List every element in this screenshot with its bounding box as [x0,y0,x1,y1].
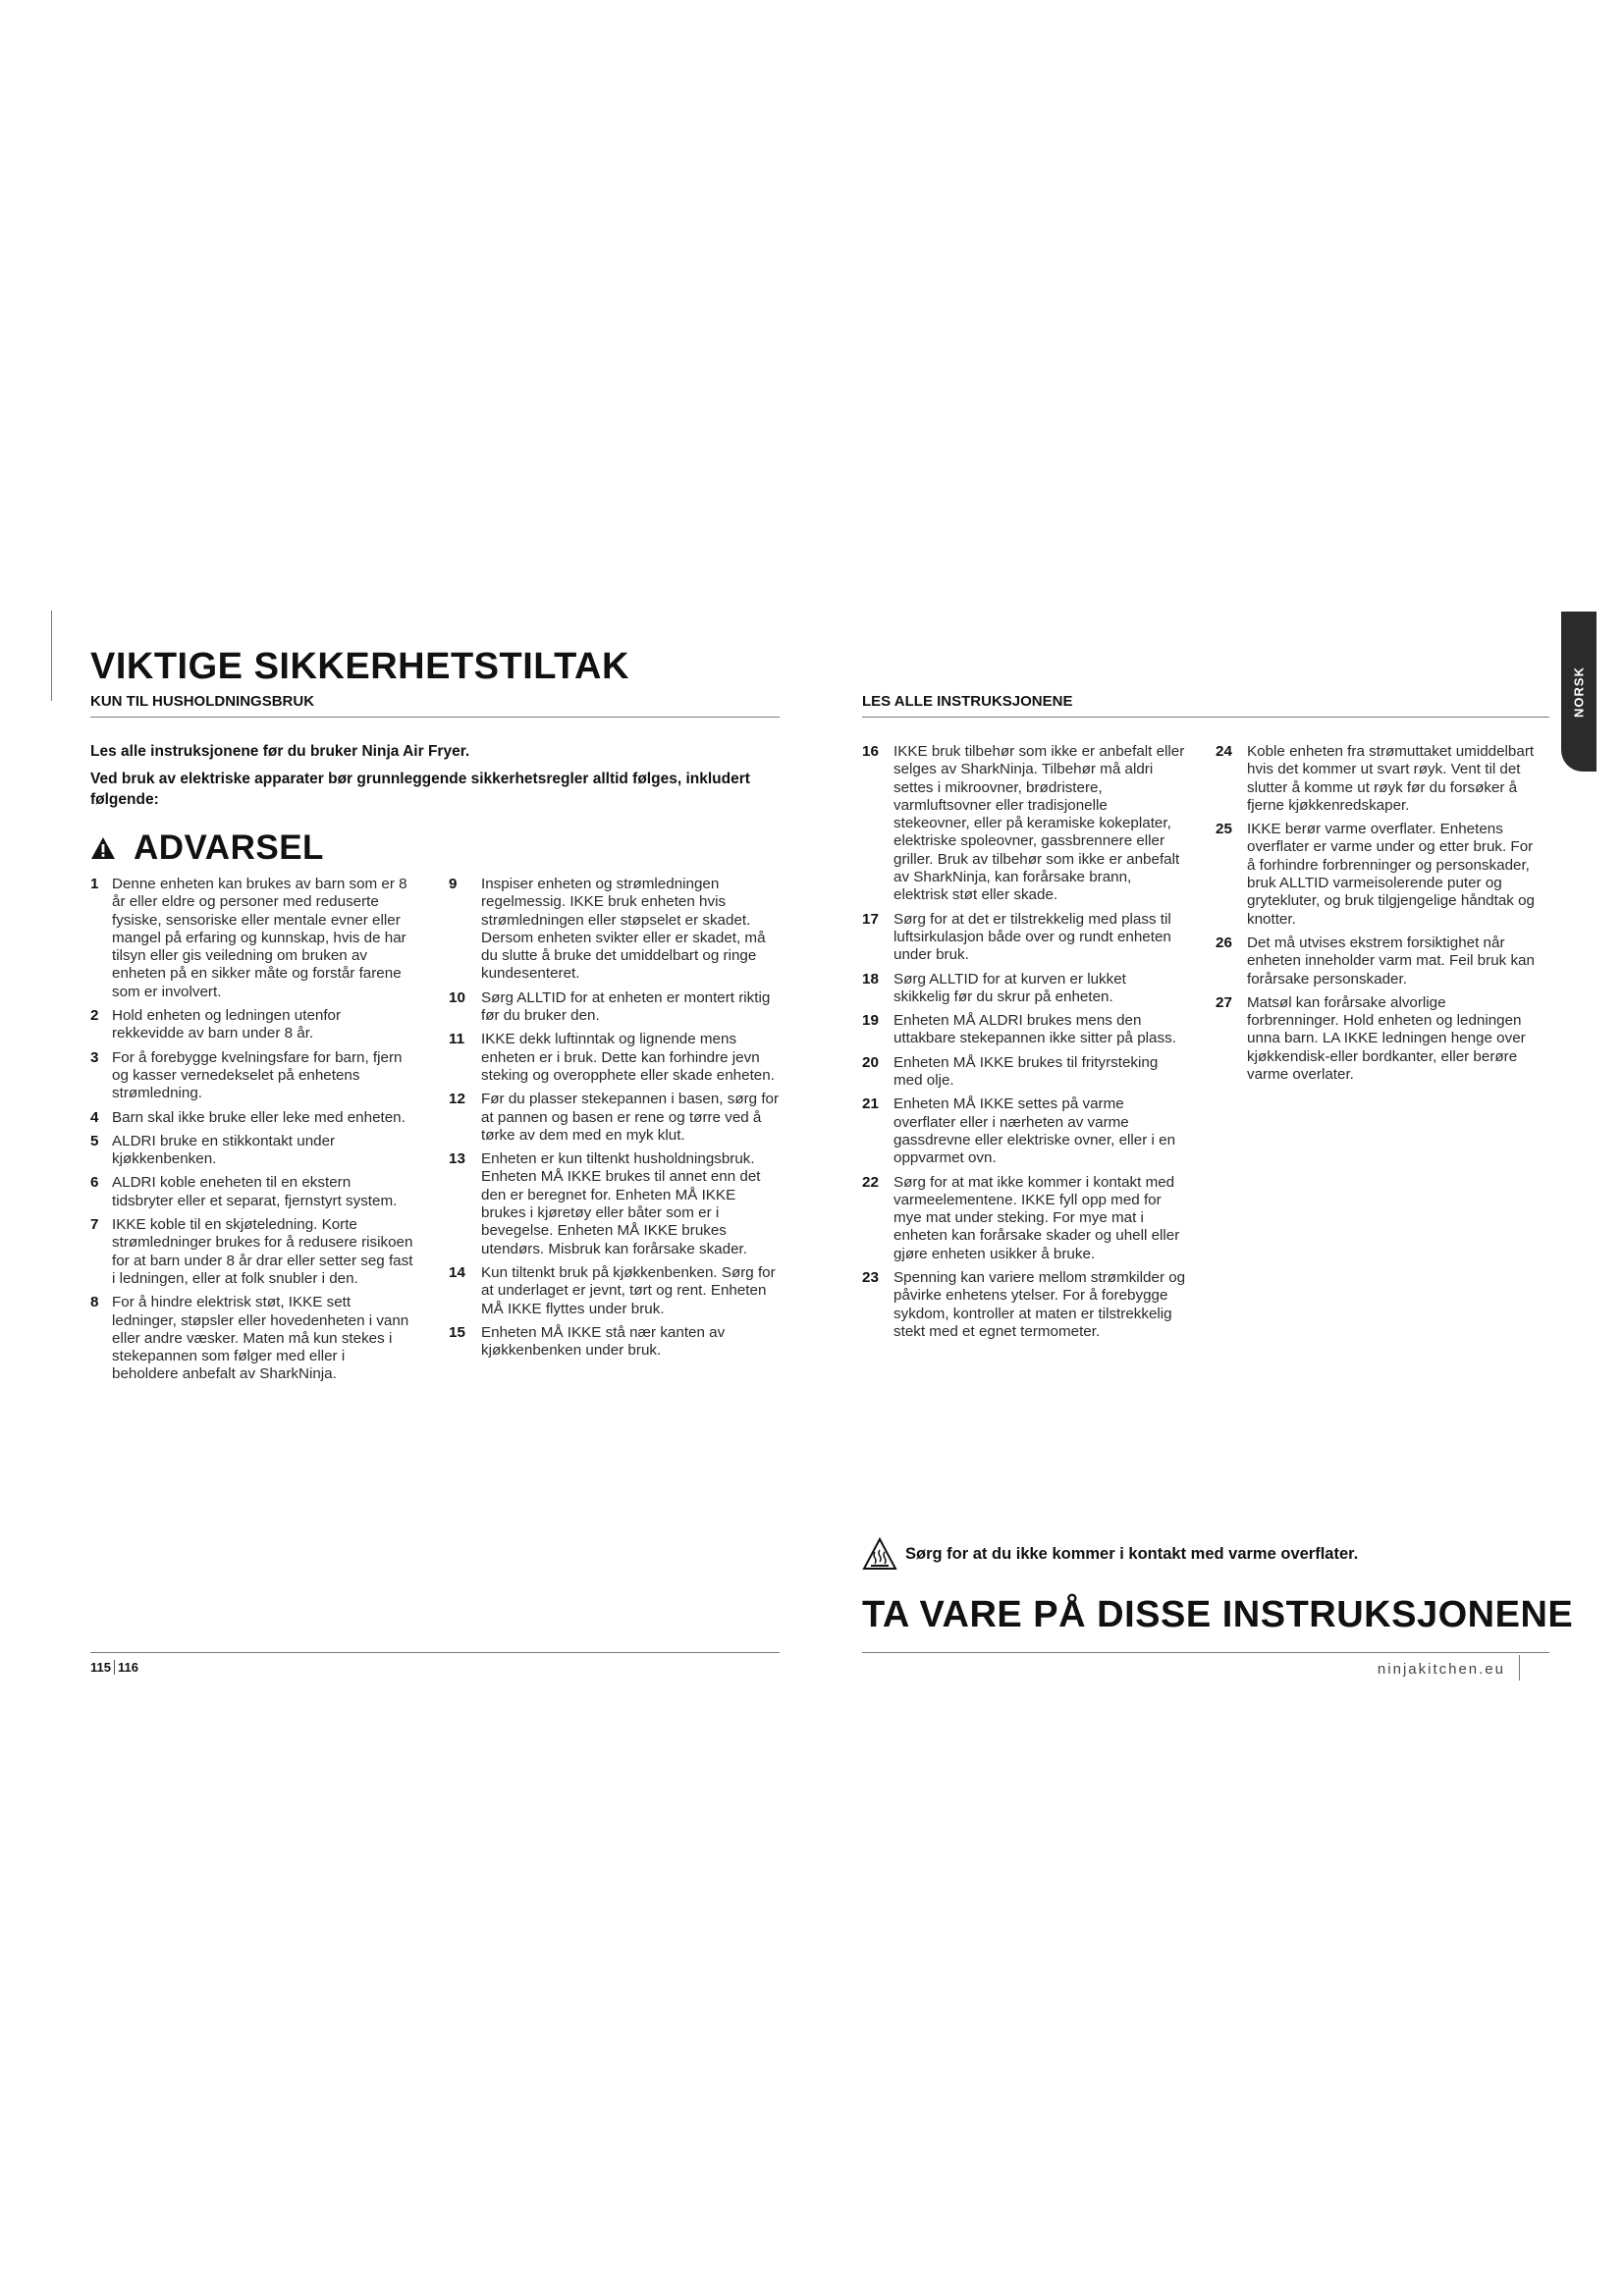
warning-heading [90,830,324,865]
item-text: Barn skal ikke bruke eller leke med enheten. [112,1108,406,1126]
item-text: IKKE dekk luftinntak og lignende mens enheten er i bruk. Dette kan forhindre jevn steking og overopphete eller skade enheten. [481,1031,775,1084]
hot-surface-icon [862,1537,897,1571]
list-item [1216,994,1542,1084]
header-rule-right [862,717,1549,718]
subtitle-right: LES ALLE INSTRUKSJONENE [862,693,1073,710]
hot-surface-notice [862,1537,1358,1571]
item-text: Enheten MÅ IKKE settes på varme overflater eller i nærheten av varme gassdrevne eller elektriske ovner, eller i en oppvarmet ovn. [893,1095,1176,1167]
item-text: IKKE koble til en skjøteledning. Korte strømledninger brukes for å redusere risikoen for at barn under 8 år drar eller setter seg fast i ledningen, eller at folk snubler i den. [112,1216,413,1287]
item-number: 27 [1216,993,1232,1011]
item-text: Sørg for at det er tilstrekkelig med plass til luftsirkulasjon både over og rundt enheten under bruk. [893,910,1171,964]
page-numbers [90,1660,138,1675]
list-item [1216,934,1542,988]
item-text: ALDRI bruke en stikkontakt under kjøkkenbenken. [112,1132,336,1168]
safety-column-1 [90,876,414,1390]
item-number: 1 [90,876,99,892]
item-number: 24 [1216,743,1232,760]
item-text: Matsøl kan forårsake alvorlige forbrenninger. Hold enheten og ledningen unna barn. LA IKKE ledningen henge over kjøkkendisk-eller bordkanter, eller berøre varme overlater. [1247,993,1526,1084]
item-number: 25 [1216,821,1232,838]
item-text: Sørg ALLTID for at kurven er lukket skikkelig før du skrur på enheten. [893,970,1126,1005]
list-item [90,1109,414,1127]
item-text: IKKE bruk tilbehør som ikke er anbefalt eller selges av SharkNinja. Tilbehør må aldri settes i mikroovner, brødristere, varmluftsovner eller tradisjonelle stekeovner, eller på keramiske kokeplater, elektriske spoleovner, gassbrennere eller griller. Bruk av tilbehør som ikke er anbefalt av SharkNinja, kan forårsake brann, elektrisk støt eller skade. [893,743,1185,904]
item-text: Kun tiltenkt bruk på kjøkkenbenken. Sørg for at underlaget er jevnt, tørt og rent. Enheten MÅ IKKE flyttes under bruk. [481,1263,776,1317]
item-number: 21 [862,1095,879,1113]
warning-title: ADVARSEL [134,828,324,867]
item-number: 6 [90,1174,99,1192]
keep-instructions-title: TA VARE PÅ DISSE INSTRUKSJONENE [862,1594,1574,1635]
list-item [862,1269,1186,1341]
subtitle-left: KUN TIL HUSHOLDNINGSBRUK [90,693,315,710]
item-number: 4 [90,1108,99,1126]
item-number: 17 [862,910,879,928]
item-text: Spenning kan variere mellom strømkilder og påvirke enhetens ytelser. For å forebygge sykdom, kontroller at maten er tilstrekkelig stekt med et egnet termometer. [893,1269,1186,1340]
list-item [90,1007,414,1043]
hot-surface-text: Sørg for at du ikke kommer i kontakt med varme overflater. [905,1544,1359,1563]
item-number: 11 [449,1031,465,1048]
list-item [862,1174,1186,1263]
intro-line-1: Les alle instruksjonene før du bruker Ninja Air Fryer. [90,743,470,760]
item-number: 13 [449,1150,465,1168]
item-text: Før du plasser stekepannen i basen, sørg for at pannen og basen er rene og tørre ved å tørke av dem med en myk klut. [481,1091,780,1144]
item-text: For å hindre elektrisk støt, IKKE sett ledninger, støpsler eller hovedenheten i vann eller andre væsker. Maten må kun stekes i stekepannen som følger med eller i beholdere anbefalt av SharkNinja. [112,1294,409,1383]
item-number: 14 [449,1263,465,1281]
item-number: 16 [862,743,879,760]
item-text: ALDRI koble eneheten til en ekstern tidsbryter eller et separat, fjernstyrt system. [112,1174,398,1209]
page-title: VIKTIGE SIKKERHETSTILTAK [90,646,629,687]
list-item [90,1174,414,1210]
item-number: 23 [862,1269,879,1287]
item-text: Sørg for at mat ikke kommer i kontakt med varmeelementene. IKKE fyll opp med for mye mat under steking. For mye mat i enheten kan forårsake skader og uhell eller gjøre enheten usikker å bruke. [893,1173,1180,1262]
intro-line-2: Ved bruk av elektriske apparater bør grunnleggende sikkerhetsregler alltid følges, inkludert følgende: [90,771,750,808]
language-tab-label: NORSK [1571,666,1587,718]
list-item [90,876,414,1001]
warning-triangle-icon [90,836,116,860]
safety-column-3 [862,743,1186,1347]
item-text: Inspiser enheten og strømledningen regelmessig. IKKE bruk enheten hvis strømledningen eller støpselet er skadet. Dersom enheten svikter eller er skadet, må du slutte å bruke det umiddelbart og ringe kundesenteret. [481,876,766,983]
list-item [90,1049,414,1103]
list-item [90,1294,414,1383]
list-item [449,1324,780,1361]
item-number: 19 [862,1012,879,1030]
item-text: IKKE berør varme overflater. Enhetens overflater er varme under og etter bruk. For å forhindre forbrenninger og personskader, bruk ALLTID varmeisolerende puter og grytekluter, og bruk tilgjengelige håndtak og knotter. [1247,821,1535,928]
item-number: 20 [862,1053,879,1071]
page-number-right: 116 [117,1660,138,1675]
page-number-left: 115 [90,1660,111,1675]
item-text: Enheten MÅ ALDRI brukes mens den uttakbare stekepannen ikke sitter på plass. [893,1012,1176,1047]
item-text: Enheten MÅ IKKE brukes til frityrsteking med olje. [893,1053,1159,1090]
footer-rule-left [90,1652,780,1653]
item-number: 5 [90,1132,99,1149]
list-item [449,1031,780,1085]
list-item [449,989,780,1026]
list-item [862,911,1186,965]
website-url: ninjakitchen.eu [1377,1661,1505,1678]
list-item [862,1012,1186,1048]
left-margin-line [51,611,52,701]
item-number: 18 [862,970,879,988]
item-text: Sørg ALLTID for at enheten er montert riktig før du bruker den. [481,988,771,1025]
item-number: 12 [449,1091,465,1108]
header-rule-left [90,717,780,718]
list-item [449,1150,780,1258]
item-number: 10 [449,988,465,1006]
list-item [90,1133,414,1169]
item-number: 26 [1216,934,1232,951]
item-text: For å forebygge kvelningsfare for barn, fjern og kasser vernedekselet på enhetens strømledning. [112,1048,403,1102]
safety-column-4 [1216,743,1542,1090]
item-text: Hold enheten og ledningen utenfor rekkevidde av barn under 8 år. [112,1007,342,1042]
list-item [1216,821,1542,929]
item-text: Det må utvises ekstrem forsiktighet når enheten inneholder varm mat. Feil bruk kan forårsake personskader. [1247,934,1535,988]
item-number: 9 [449,876,458,892]
footer-rule-right [862,1652,1549,1653]
item-text: Enheten er kun tiltenkt husholdningsbruk. Enheten MÅ IKKE brukes til annet enn det den er beregnet for. Enheten MÅ IKKE brukes i kjøretøy eller båter som er i bevegelse. Enheten MÅ IKKE brukes utendørs. Misbruk kan forårsake skader. [481,1150,761,1257]
safety-column-2 [449,876,780,1365]
list-item [862,743,1186,905]
language-tab [1561,612,1597,772]
item-text: Koble enheten fra strømuttaket umiddelbart hvis det kommer ut svart røyk. Vent til det slutter å komme ut røyk før du forsøker å fjerne kjøkkenredskaper. [1247,743,1535,814]
list-item [449,1264,780,1318]
item-number: 7 [90,1216,99,1234]
list-item [862,1054,1186,1091]
item-text: Enheten MÅ IKKE stå nær kanten av kjøkkenbenken under bruk. [481,1323,726,1360]
list-item [90,1216,414,1288]
item-text: Denne enheten kan brukes av barn som er 8 år eller eldre og personer med reduserte fysiske, sensoriske eller mentale evner eller mangel på erfaring og kunnskap, hvis de har tilsyn eller gis veiledning om bruken av enheten på en sikker måte og forstår farene som er involvert. [112,876,407,1000]
item-number: 15 [449,1323,465,1341]
footer-right-tick [1519,1655,1520,1681]
item-number: 2 [90,1007,99,1025]
list-item [1216,743,1542,815]
item-number: 3 [90,1048,99,1066]
list-item [862,971,1186,1007]
page-divider [114,1660,115,1675]
list-item [862,1095,1186,1167]
list-item [449,876,780,984]
item-number: 8 [90,1294,99,1311]
item-number: 22 [862,1173,879,1191]
list-item [449,1091,780,1145]
